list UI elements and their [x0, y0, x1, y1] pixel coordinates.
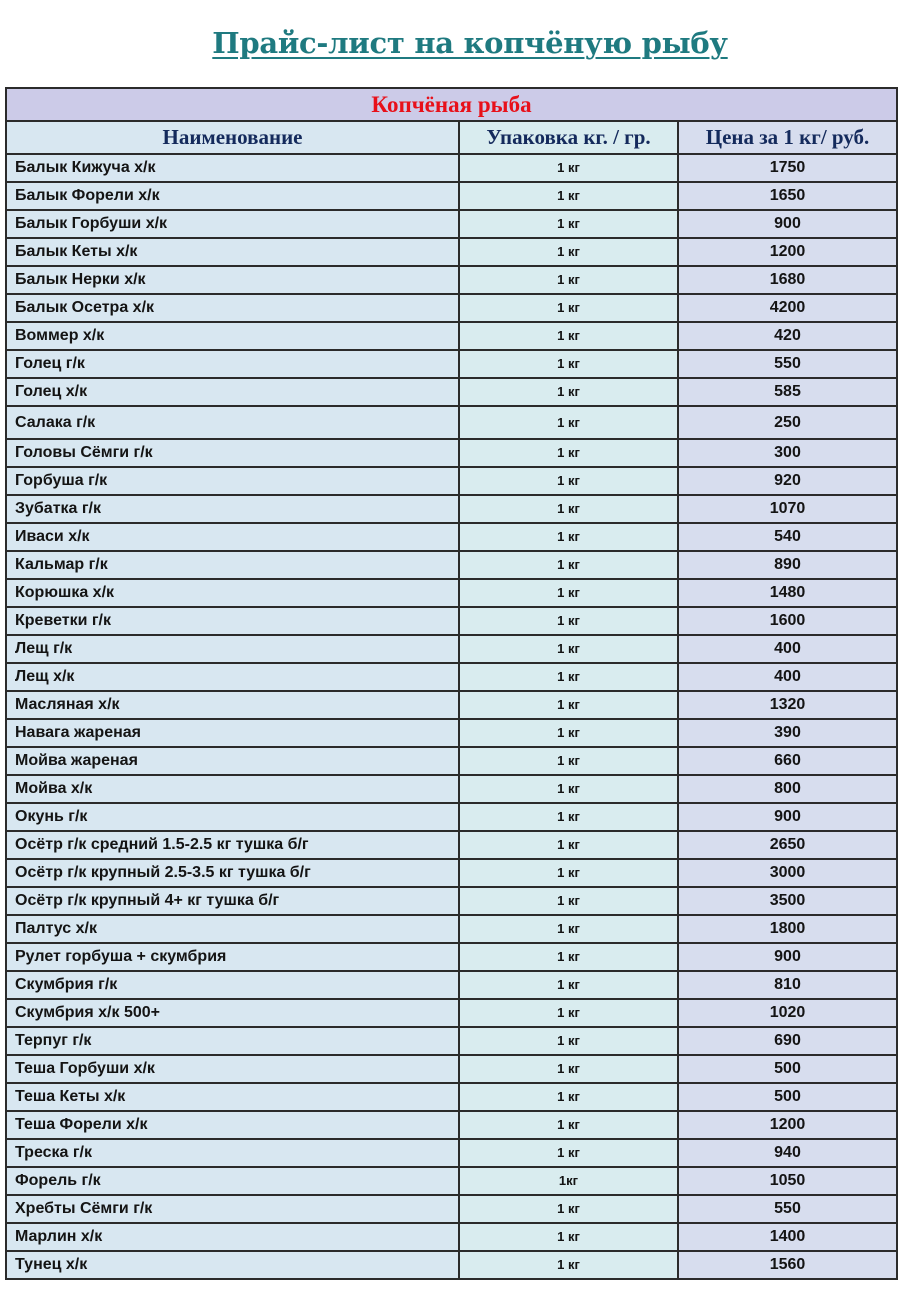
package-cell: 1 кг — [459, 350, 678, 378]
price-cell: 250 — [678, 406, 897, 439]
table-row — [6, 523, 897, 551]
table-row — [6, 1083, 897, 1111]
product-name-cell: Палтус х/к — [6, 915, 459, 943]
table-row — [6, 1251, 897, 1279]
section-header-row — [6, 88, 897, 121]
product-name-cell: Зубатка г/к — [6, 495, 459, 523]
package-cell: 1 кг — [459, 266, 678, 294]
product-name-cell: Креветки г/к — [6, 607, 459, 635]
table-row — [6, 378, 897, 406]
price-cell: 660 — [678, 747, 897, 775]
package-cell: 1 кг — [459, 1111, 678, 1139]
product-name-cell: Форель г/к — [6, 1167, 459, 1195]
product-name-cell: Терпуг г/к — [6, 1027, 459, 1055]
table-row — [6, 971, 897, 999]
price-cell: 1400 — [678, 1223, 897, 1251]
product-name-cell: Иваси х/к — [6, 523, 459, 551]
price-cell: 900 — [678, 210, 897, 238]
table-row — [6, 1027, 897, 1055]
price-cell: 800 — [678, 775, 897, 803]
column-header-row — [6, 121, 897, 154]
package-cell: 1 кг — [459, 378, 678, 406]
price-table — [5, 87, 898, 1280]
table-row — [6, 775, 897, 803]
table-row — [6, 1223, 897, 1251]
table-row — [6, 467, 897, 495]
product-name-cell: Балык Форели х/к — [6, 182, 459, 210]
table-row — [6, 831, 897, 859]
product-name-cell: Скумбрия х/к 500+ — [6, 999, 459, 1027]
product-name-cell: Осётр г/к крупный 4+ кг тушка б/г — [6, 887, 459, 915]
product-name-cell: Лещ г/к — [6, 635, 459, 663]
package-cell: 1 кг — [459, 1027, 678, 1055]
package-cell: 1 кг — [459, 719, 678, 747]
product-name-cell: Балык Кеты х/к — [6, 238, 459, 266]
table-row — [6, 210, 897, 238]
price-cell: 1650 — [678, 182, 897, 210]
price-cell: 300 — [678, 439, 897, 467]
table-row — [6, 859, 897, 887]
table-row — [6, 887, 897, 915]
table-row — [6, 1195, 897, 1223]
price-cell: 2650 — [678, 831, 897, 859]
price-cell: 1680 — [678, 266, 897, 294]
table-row — [6, 1111, 897, 1139]
table-row — [6, 691, 897, 719]
product-name-cell: Голец г/к — [6, 350, 459, 378]
product-name-cell: Теша Кеты х/к — [6, 1083, 459, 1111]
product-name-cell: Треска г/к — [6, 1139, 459, 1167]
package-cell: 1 кг — [459, 803, 678, 831]
table-row — [6, 266, 897, 294]
product-name-cell: Теша Горбуши х/к — [6, 1055, 459, 1083]
package-cell: 1 кг — [459, 439, 678, 467]
package-cell: 1 кг — [459, 154, 678, 182]
table-row — [6, 294, 897, 322]
table-row — [6, 803, 897, 831]
product-name-cell: Осётр г/к средний 1.5-2.5 кг тушка б/г — [6, 831, 459, 859]
section-title: Копчёная рыба — [6, 88, 897, 121]
table-row — [6, 915, 897, 943]
price-cell: 810 — [678, 971, 897, 999]
product-name-cell: Тунец х/к — [6, 1251, 459, 1279]
price-cell: 420 — [678, 322, 897, 350]
table-row — [6, 635, 897, 663]
package-cell: 1 кг — [459, 915, 678, 943]
package-cell: 1 кг — [459, 523, 678, 551]
product-name-cell: Горбуша г/к — [6, 467, 459, 495]
table-row — [6, 1055, 897, 1083]
package-cell: 1 кг — [459, 1139, 678, 1167]
price-cell: 390 — [678, 719, 897, 747]
table-row — [6, 350, 897, 378]
table-row — [6, 182, 897, 210]
table-row — [6, 154, 897, 182]
product-name-cell: Рулет горбуша + скумбрия — [6, 943, 459, 971]
price-cell: 1800 — [678, 915, 897, 943]
product-name-cell: Корюшка х/к — [6, 579, 459, 607]
column-header-pack: Упаковка кг. / гр. — [459, 121, 678, 154]
package-cell: 1кг — [459, 1167, 678, 1195]
product-name-cell: Лещ х/к — [6, 663, 459, 691]
table-row — [6, 719, 897, 747]
product-name-cell: Теша Форели х/к — [6, 1111, 459, 1139]
package-cell: 1 кг — [459, 294, 678, 322]
product-name-cell: Хребты Сёмги г/к — [6, 1195, 459, 1223]
table-row — [6, 322, 897, 350]
product-name-cell: Окунь г/к — [6, 803, 459, 831]
table-row — [6, 1139, 897, 1167]
price-cell: 1750 — [678, 154, 897, 182]
price-cell: 900 — [678, 943, 897, 971]
package-cell: 1 кг — [459, 210, 678, 238]
product-name-cell: Воммер х/к — [6, 322, 459, 350]
price-cell: 900 — [678, 803, 897, 831]
price-cell: 500 — [678, 1083, 897, 1111]
product-name-cell: Балык Осетра х/к — [6, 294, 459, 322]
price-cell: 1480 — [678, 579, 897, 607]
package-cell: 1 кг — [459, 859, 678, 887]
package-cell: 1 кг — [459, 1251, 678, 1279]
product-name-cell: Балык Нерки х/к — [6, 266, 459, 294]
product-name-cell: Голец х/к — [6, 378, 459, 406]
product-name-cell: Балык Кижуча х/к — [6, 154, 459, 182]
price-cell: 1200 — [678, 238, 897, 266]
price-cell: 400 — [678, 635, 897, 663]
package-cell: 1 кг — [459, 579, 678, 607]
price-cell: 1200 — [678, 1111, 897, 1139]
package-cell: 1 кг — [459, 551, 678, 579]
package-cell: 1 кг — [459, 182, 678, 210]
package-cell: 1 кг — [459, 467, 678, 495]
price-cell: 1600 — [678, 607, 897, 635]
price-cell: 690 — [678, 1027, 897, 1055]
table-row — [6, 747, 897, 775]
table-row — [6, 551, 897, 579]
price-cell: 3000 — [678, 859, 897, 887]
product-name-cell: Скумбрия г/к — [6, 971, 459, 999]
price-cell: 1560 — [678, 1251, 897, 1279]
product-name-cell: Навага жареная — [6, 719, 459, 747]
package-cell: 1 кг — [459, 1083, 678, 1111]
package-cell: 1 кг — [459, 943, 678, 971]
product-name-cell: Головы Сёмги г/к — [6, 439, 459, 467]
package-cell: 1 кг — [459, 238, 678, 266]
product-name-cell: Марлин х/к — [6, 1223, 459, 1251]
price-cell: 400 — [678, 663, 897, 691]
table-row — [6, 607, 897, 635]
price-cell: 4200 — [678, 294, 897, 322]
table-row — [6, 439, 897, 467]
column-header-price: Цена за 1 кг/ руб. — [678, 121, 897, 154]
package-cell: 1 кг — [459, 635, 678, 663]
package-cell: 1 кг — [459, 999, 678, 1027]
price-cell: 1070 — [678, 495, 897, 523]
product-name-cell: Салака г/к — [6, 406, 459, 439]
package-cell: 1 кг — [459, 831, 678, 859]
page-title: Прайс-лист на копчёную рыбу — [212, 26, 728, 60]
product-name-cell: Осётр г/к крупный 2.5-3.5 кг тушка б/г — [6, 859, 459, 887]
package-cell: 1 кг — [459, 1223, 678, 1251]
price-cell: 940 — [678, 1139, 897, 1167]
package-cell: 1 кг — [459, 322, 678, 350]
package-cell: 1 кг — [459, 971, 678, 999]
table-row — [6, 238, 897, 266]
package-cell: 1 кг — [459, 747, 678, 775]
price-cell: 890 — [678, 551, 897, 579]
package-cell: 1 кг — [459, 887, 678, 915]
table-row — [6, 663, 897, 691]
price-cell: 3500 — [678, 887, 897, 915]
price-cell: 585 — [678, 378, 897, 406]
price-cell: 500 — [678, 1055, 897, 1083]
price-cell: 1020 — [678, 999, 897, 1027]
package-cell: 1 кг — [459, 663, 678, 691]
table-row — [6, 406, 897, 439]
package-cell: 1 кг — [459, 775, 678, 803]
price-cell: 1050 — [678, 1167, 897, 1195]
table-body — [6, 154, 897, 1279]
package-cell: 1 кг — [459, 1055, 678, 1083]
package-cell: 1 кг — [459, 495, 678, 523]
product-name-cell: Мойва жареная — [6, 747, 459, 775]
price-cell: 540 — [678, 523, 897, 551]
package-cell: 1 кг — [459, 691, 678, 719]
package-cell: 1 кг — [459, 1195, 678, 1223]
column-header-name: Наименование — [6, 121, 459, 154]
table-row — [6, 579, 897, 607]
package-cell: 1 кг — [459, 406, 678, 439]
price-cell: 1320 — [678, 691, 897, 719]
product-name-cell: Балык Горбуши х/к — [6, 210, 459, 238]
table-row — [6, 1167, 897, 1195]
product-name-cell: Масляная х/к — [6, 691, 459, 719]
product-name-cell: Кальмар г/к — [6, 551, 459, 579]
price-cell: 550 — [678, 350, 897, 378]
table-row — [6, 943, 897, 971]
package-cell: 1 кг — [459, 607, 678, 635]
table-row — [6, 495, 897, 523]
table-row — [6, 999, 897, 1027]
product-name-cell: Мойва х/к — [6, 775, 459, 803]
price-cell: 550 — [678, 1195, 897, 1223]
price-cell: 920 — [678, 467, 897, 495]
